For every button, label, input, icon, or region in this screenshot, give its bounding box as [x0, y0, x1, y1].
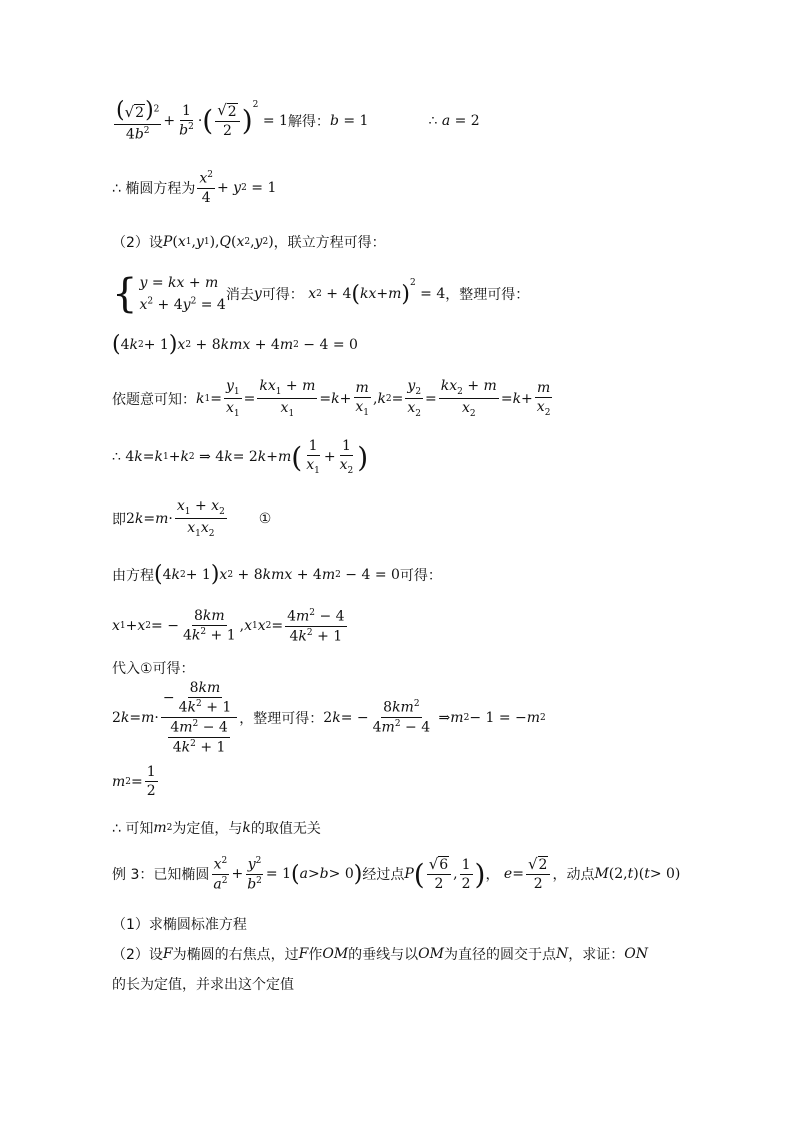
substitute-label: 代入①可得： — [112, 661, 195, 677]
complex-fraction: − $\frac{8km}{4k^2 + 1}$ $\frac{4m^2 - 4}{4k^2 + 1}$ — [161, 680, 237, 755]
question-2-continued: 的长为定值，并求出这个定值 — [112, 977, 294, 993]
fraction: √ 2 2 — [215, 102, 239, 138]
fraction: √ 2 2 — [526, 856, 550, 892]
part2-setup: （2）设 P ( x 1 , y 1 ), Q ( x 2 , y 2 ) ，联立方程可得： — [112, 234, 386, 251]
equation-solve-b: ( √ 2 )$^2$ $4b^2$ + $\frac{1}{b^2}$ · ( √ 2 2 ) 2 = 1 解得： b = 1 ∴ a = 2 — [116, 98, 480, 143]
fraction: $\frac{1}{x_1}$ — [306, 438, 320, 476]
fraction: $\frac{m}{x_2}$ — [536, 379, 551, 418]
fraction: $\frac{y_1}{x_1}$ — [225, 378, 240, 419]
fraction: $\frac{kx_1 + m}{x_1}$ — [259, 378, 316, 419]
fraction: $\frac{8km^2}{4m^2 - 4}$ — [372, 699, 431, 736]
question-2: （2）设 F 为椭圆的右焦点，过 F 作 OM 的垂线与以 OM 为直径的圆交于点 N ，求证： ON — [112, 946, 648, 963]
fraction: $\frac{y^2}{b^2}$ — [247, 856, 262, 893]
question-1: （1）求椭圆标准方程 — [112, 917, 247, 933]
fraction: $\frac{1}{b^2}$ — [179, 102, 194, 139]
example-3: 例 3：已知椭圆 $\frac{x^2}{a^2}$ + $\frac{y^2}{b^2}$ = 1 ( a > b > 0 ) 经过点 P ( √ 6 2 , $\frac{1}{2}$ ) ， e = √ 2 2 ，动点 M (2, t )( t > 0) — [112, 855, 681, 893]
fraction: $\frac{1}{2}$ — [146, 764, 156, 800]
slope-expressions: 依题意可知： k 1 = $\frac{y_1}{x_1}$ = $\frac{kx_1 + m}{x_1}$ = k + $\frac{m}{x_1}$ , k 2 = $\frac{y_2}{x_2}$ = $\frac{kx_2 + m}{x_2}$ = k + $\frac{m}{x_2}$ — [112, 378, 551, 419]
fraction: $\frac{y_2}{x_2}$ — [407, 378, 422, 419]
fraction: $\frac{1}{x_2}$ — [339, 438, 354, 476]
ellipse-equation: ∴ 椭圆方程为 $\frac{x^2}{4}$ + y 2 = 1 — [112, 170, 277, 206]
fraction: √ 6 2 — [427, 856, 451, 892]
substitution-result: 2 k = m · − $\frac{8km}{4k^2 + 1}$ $\frac{4m^2 - 4}{4k^2 + 1}$ ，整理可得： 2 k = − $\frac{8km^2}{4m^2 - 4}$ ⇒ m 2 − 1 = − m 2 — [112, 680, 546, 756]
fraction: $\frac{kx_2 + m}{x_2}$ — [440, 378, 497, 419]
fraction: $\frac{m}{x_1}$ — [355, 379, 369, 418]
fraction: $\frac{x^2}{a^2}$ — [213, 856, 228, 893]
from-equation: 由方程 ( 4 k 2 + 1 ) x 2 + 8 kmx + 4 m 2 − 4 = 0 可得： — [112, 562, 442, 587]
slope-sum: ∴ 4 k = k 1 + k 2 ⇒ 4 k = 2 k + m ( $\frac{1}{x_1}$ + $\frac{1}{x_2}$ ) — [112, 438, 369, 476]
fraction: $\frac{4m^2 - 4}{4k^2 + 1}$ — [287, 608, 345, 645]
fraction: ( √ 2 )$^2$ $4b^2$ — [116, 98, 160, 143]
fraction: $\frac{8km}{4k^2 + 1}$ — [182, 608, 236, 645]
m-squared-result: m 2 = $\frac{1}{2}$ — [112, 764, 156, 800]
fraction: $\frac{x_1 + x_2}{x_1x_2}$ — [176, 498, 225, 539]
fraction: $\frac{1}{2}$ — [461, 856, 471, 892]
vieta-formulas: x 1 + x 2 = − $\frac{8km}{4k^2 + 1}$ , x 1 x 2 = $\frac{4m^2 - 4}{4k^2 + 1}$ — [112, 608, 345, 645]
equation-one: 即 2 k = m · $\frac{x_1 + x_2}{x_1x_2}$ ① — [112, 498, 272, 539]
system-of-equations: { y = kx + m $x^2 + 4y^2 = 4$ 消去 y 可得： x 2 + 4 ( kx + m ) 2 = 4 ，整理可得： — [112, 271, 530, 318]
fraction: $\frac{x^2}{4}$ — [199, 170, 213, 206]
conclusion: ∴ 可知 m 2 为定值，与 k 的取值无关 — [112, 820, 321, 837]
quadratic-equation: ( 4 k 2 + 1 ) x 2 + 8 kmx + 4 m 2 − 4 = 0 — [112, 332, 358, 357]
